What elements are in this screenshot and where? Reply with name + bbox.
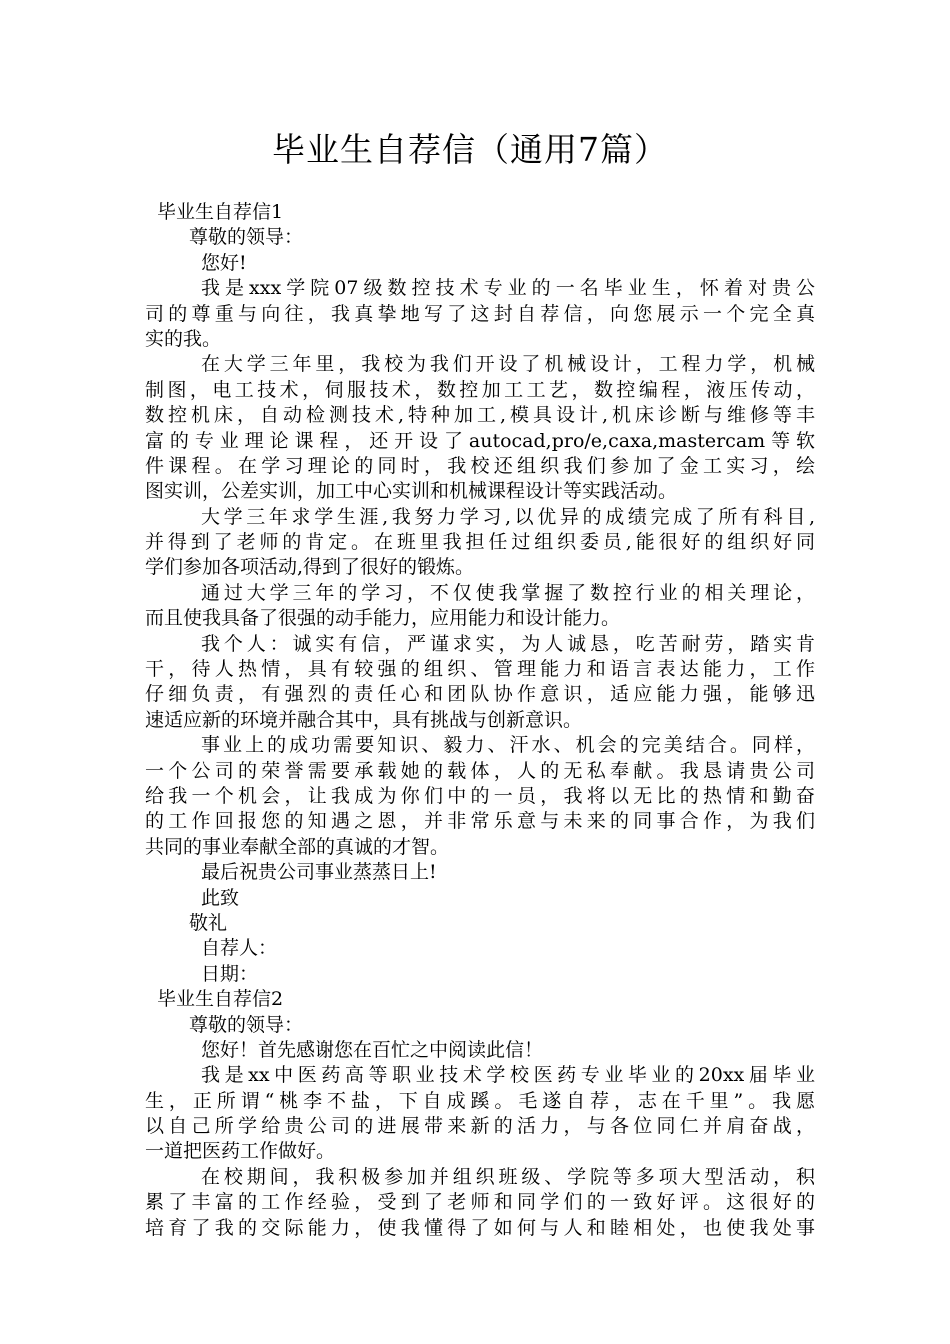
section-heading: 毕业生自荐信1 [157, 201, 284, 223]
paragraph-line: 数控机床，自动检测技术,特种加工,模具设计,机床诊断与维修等丰 [145, 404, 815, 427]
paragraph-line: 制图，电工技术，伺服技术，数控加工工艺，数控编程，液压传动， [145, 378, 815, 401]
document-body [145, 200, 815, 1241]
paragraph-line: 共同的事业奉献全部的真诚的才智。 [145, 835, 450, 858]
paragraph-line: 干，待人热情，具有较强的组织、管理能力和语言表达能力，工作 [145, 658, 815, 681]
closing-jingli: 敬礼 [189, 911, 228, 934]
paragraph-line: 速适应新的环境并融合其中，具有挑战与创新意识。 [145, 708, 583, 731]
paragraph-line: 培育了我的交际能力，使我懂得了如何与人和睦相处，也使我处事 [145, 1216, 815, 1239]
paragraph-line: 生，正所谓“桃李不盐，下自成蹊。毛遂自荐，志在千里”。我愿 [145, 1089, 815, 1112]
paragraph-line: 以自己所学给贵公司的进展带来新的活力，与各位同仁并肩奋战， [145, 1115, 815, 1138]
paragraph-line: 大学三年求学生涯,我努力学习,以优异的成绩完成了所有科目, [201, 505, 815, 528]
paragraph-line: 给我一个机会，让我成为你们中的一员，我将以无比的热情和勤奋 [145, 784, 815, 807]
paragraph-line: 通过大学三年的学习，不仅使我掌握了数控行业的相关理论， [201, 581, 815, 604]
paragraph-line: 我个人：诚实有信，严谨求实，为人诚恳，吃苦耐劳，踏实肯 [201, 632, 815, 655]
salutation: 尊敬的领导： [189, 1013, 304, 1036]
paragraph-line: 仔细负责，有强烈的责任心和团队协作意识，适应能力强，能够迅 [145, 683, 815, 706]
signer-label: 自荐人： [201, 937, 278, 960]
greeting: 您好！首先感谢您在百忙之中阅读此信！ [201, 1038, 544, 1061]
paragraph-line: 图实训，公差实训，加工中心实训和机械课程设计等实践活动。 [145, 480, 678, 503]
document-title: 毕业生自荐信（通用7篇） [272, 130, 668, 169]
section-heading: 毕业生自荐信2 [157, 988, 284, 1011]
closing-wish: 最后祝贵公司事业蒸蒸日上! [201, 861, 437, 884]
greeting: 您好! [201, 251, 247, 274]
paragraph-line: 在大学三年里，我校为我们开设了机械设计，工程力学，机械 [201, 353, 815, 376]
date-label: 日期： [201, 962, 259, 985]
paragraph-line: 富的专业理论课程，还开设了autocad,pro/e,caxa,mastercam等软 [145, 429, 815, 452]
paragraph-line: 的工作回报您的知遇之恩，并非常乐意与未来的同事合作，为我们 [145, 810, 815, 833]
paragraph-line: 并得到了老师的肯定。在班里我担任过组织委员,能很好的组织好同 [145, 531, 815, 554]
paragraph-line: 我是xxx学院07级数控技术专业的一名毕业生，怀着对贵公 [201, 277, 815, 300]
paragraph-line: 而且使我具备了很强的动手能力，应用能力和设计能力。 [145, 607, 621, 630]
closing-cizhi: 此致 [201, 886, 240, 909]
paragraph-line: 事业上的成功需要知识、毅力、汗水、机会的完美结合。同样， [201, 734, 815, 757]
paragraph-line: 在校期间，我积极参加并组织班级、学院等多项大型活动，积 [201, 1165, 815, 1188]
paragraph-line: 实的我。 [145, 327, 222, 350]
paragraph-line: 件课程。在学习理论的同时，我校还组织我们参加了金工实习，绘 [145, 454, 815, 477]
paragraph-line: 一个公司的荣誉需要承载她的载体，人的无私奉献。我恳请贵公司 [145, 759, 815, 782]
paragraph-line: 累了丰富的工作经验，受到了老师和同学们的一致好评。这很好的 [145, 1191, 815, 1214]
paragraph-line: 一道把医药工作做好。 [145, 1140, 336, 1163]
paragraph-line: 我是xx中医药高等职业技术学校医药专业毕业的20xx届毕业 [201, 1064, 815, 1087]
paragraph-line: 司的尊重与向往，我真挚地写了这封自荐信，向您展示一个完全真 [145, 302, 815, 325]
salutation: 尊敬的领导： [189, 226, 304, 249]
paragraph-line: 学们参加各项活动,得到了很好的锻炼。 [145, 556, 475, 579]
